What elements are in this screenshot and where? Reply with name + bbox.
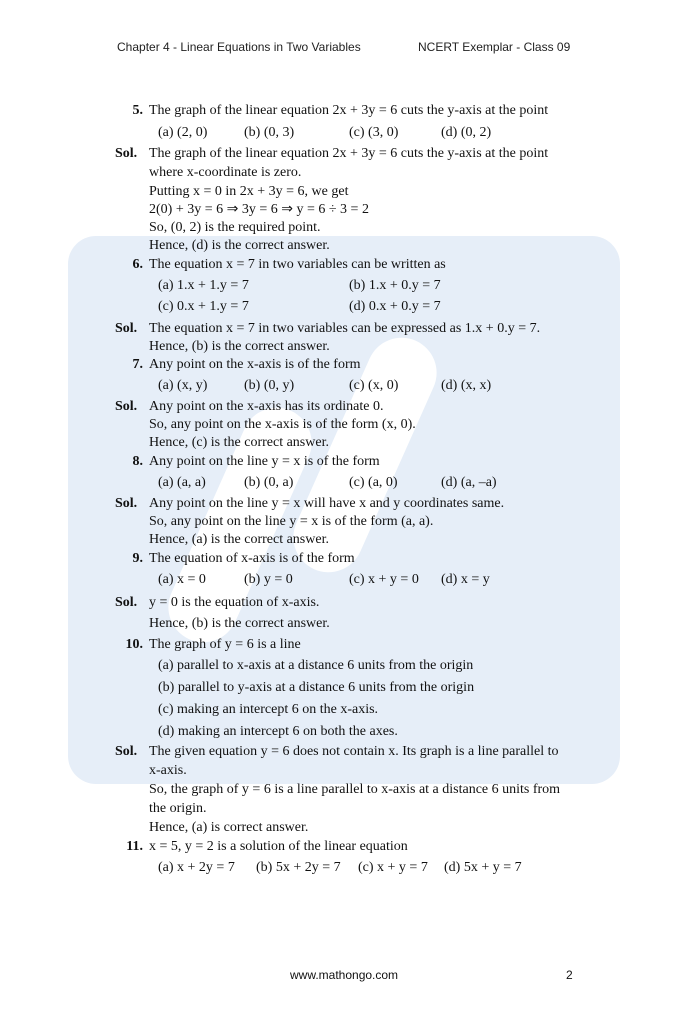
question-text: Any point on the x-axis is of the form — [149, 357, 361, 372]
header-chapter-title: Chapter 4 - Linear Equations in Two Variables — [117, 40, 361, 54]
question-text: The equation of x-axis is of the form — [149, 551, 355, 566]
question-number: 10. — [125, 637, 143, 652]
solution-line: The given equation y = 6 does not contain x. Its graph is a line parallel to — [149, 744, 559, 759]
solution-label: Sol. — [115, 744, 138, 759]
solution-line: So, any point on the x-axis is of the form (x, 0). — [149, 417, 416, 432]
question-number: 8. — [132, 454, 143, 469]
option-b: (b) parallel to y-axis at a distance 6 units from the origin — [158, 680, 475, 695]
option-d: (d) x = y — [441, 572, 490, 587]
option-c: (c) 0.x + 1.y = 7 — [158, 299, 249, 314]
solution-line: Hence, (d) is the correct answer. — [149, 238, 330, 253]
option-d: (d) (x, x) — [441, 378, 492, 393]
question-number: 5. — [132, 103, 143, 118]
option-a: (a) x = 0 — [158, 572, 206, 587]
solution-line: Hence, (a) is the correct answer. — [149, 532, 329, 547]
option-a: (a) 1.x + 1.y = 7 — [158, 278, 249, 293]
option-d: (d) 5x + y = 7 — [444, 860, 522, 875]
option-a: (a) (x, y) — [158, 378, 208, 393]
option-c: (c) x + y = 0 — [349, 572, 419, 587]
option-d: (d) making an intercept 6 on both the axes. — [158, 724, 398, 739]
solution-line: the origin. — [149, 801, 207, 816]
option-b: (b) (0, a) — [244, 475, 294, 490]
question-text: The graph of y = 6 is a line — [149, 637, 301, 652]
option-c: (c) (x, 0) — [349, 378, 399, 393]
question-number: 6. — [132, 257, 143, 272]
question-text: The equation x = 7 in two variables can be written as — [149, 257, 446, 272]
question-number: 11. — [126, 839, 143, 854]
option-c: (c) (a, 0) — [349, 475, 398, 490]
solution-line: So, any point on the line y = x is of the form (a, a). — [149, 514, 434, 529]
question-number: 9. — [132, 551, 143, 566]
solution-line: So, the graph of y = 6 is a line parallel to x-axis at a distance 6 units from — [149, 782, 561, 797]
header-book-title: NCERT Exemplar - Class 09 — [418, 40, 571, 54]
solution-line: Putting x = 0 in 2x + 3y = 6, we get — [149, 184, 349, 199]
page-number: 2 — [566, 968, 573, 982]
option-b: (b) (0, 3) — [244, 125, 295, 140]
solution-line: Any point on the line y = x will have x and y coordinates same. — [149, 496, 505, 511]
option-b: (b) 1.x + 0.y = 7 — [349, 278, 441, 293]
solution-line: Hence, (b) is the correct answer. — [149, 339, 330, 354]
option-d: (d) (0, 2) — [441, 125, 492, 140]
option-b: (b) 5x + 2y = 7 — [256, 860, 341, 875]
option-a: (a) parallel to x-axis at a distance 6 units from the origin — [158, 658, 474, 673]
solution-label: Sol. — [115, 595, 138, 610]
solution-line: Any point on the x-axis has its ordinate 0. — [149, 399, 384, 414]
option-b: (b) y = 0 — [244, 572, 293, 587]
option-a: (a) (2, 0) — [158, 125, 208, 140]
solution-line: Hence, (a) is correct answer. — [149, 820, 309, 835]
solution-line: So, (0, 2) is the required point. — [149, 220, 321, 235]
option-c: (c) x + y = 7 — [358, 860, 428, 875]
solution-line: The graph of the linear equation 2x + 3y = 6 cuts the y-axis at the point — [149, 146, 549, 161]
option-a: (a) x + 2y = 7 — [158, 860, 235, 875]
solution-line: y = 0 is the equation of x-axis. — [149, 595, 320, 610]
solution-label: Sol. — [115, 399, 138, 414]
option-a: (a) (a, a) — [158, 475, 206, 490]
option-c: (c) (3, 0) — [349, 125, 399, 140]
solution-line: x-axis. — [149, 763, 187, 778]
option-b: (b) (0, y) — [244, 378, 295, 393]
solution-line: 2(0) + 3y = 6 ⇒ 3y = 6 ⇒ y = 6 ÷ 3 = 2 — [149, 202, 369, 217]
option-c: (c) making an intercept 6 on the x-axis. — [158, 702, 379, 717]
question-text: x = 5, y = 2 is a solution of the linear equation — [149, 839, 408, 854]
solution-label: Sol. — [115, 146, 138, 161]
option-d: (d) (a, –a) — [441, 475, 497, 490]
solution-line: Hence, (b) is the correct answer. — [149, 616, 330, 631]
solution-line: Hence, (c) is the correct answer. — [149, 435, 329, 450]
footer-website: www.mathongo.com — [290, 968, 399, 982]
solution-label: Sol. — [115, 321, 138, 336]
question-text: Any point on the line y = x is of the form — [149, 454, 380, 469]
solution-line: The equation x = 7 in two variables can be expressed as 1.x + 0.y = 7. — [149, 321, 541, 336]
solution-label: Sol. — [115, 496, 138, 511]
option-d: (d) 0.x + 0.y = 7 — [349, 299, 441, 314]
solution-line: where x-coordinate is zero. — [149, 165, 302, 180]
question-number: 7. — [132, 357, 143, 372]
question-text: The graph of the linear equation 2x + 3y = 6 cuts the y-axis at the point — [149, 103, 549, 118]
